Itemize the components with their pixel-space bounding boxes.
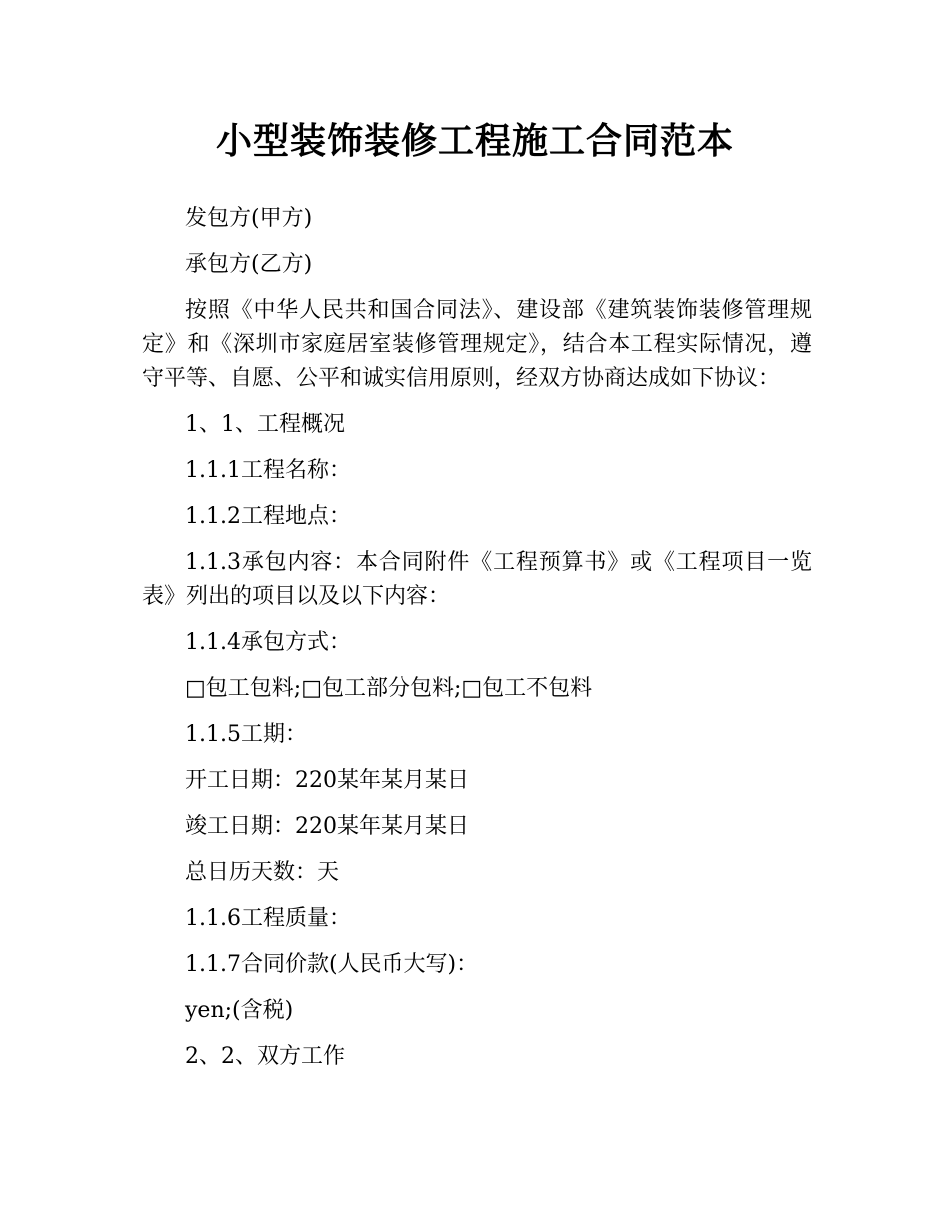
document-title: 小型装饰装修工程施工合同范本 xyxy=(215,121,734,162)
clause-project-name: 1.1.1工程名称： xyxy=(185,458,351,483)
price-tax-line: yen;(含税) xyxy=(185,998,294,1023)
section-heading-obligations: 2、2、双方工作 xyxy=(185,1044,345,1069)
document-body xyxy=(142,202,812,1086)
contract-method-options: □包工包料;□包工部分包料;□包工不包料 xyxy=(185,676,593,701)
start-date-line: 开工日期：220某年某月某日 xyxy=(185,768,469,793)
clause-contract-scope: 1.1.3承包内容：本合同附件《工程预算书》或《工程项目一览表》列出的项目以及以下内容： xyxy=(142,550,812,609)
clause-project-quality: 1.1.6工程质量： xyxy=(185,906,351,931)
preamble-paragraph: 按照《中华人民共和国合同法》、建设部《建筑装饰装修管理规定》和《深圳市家庭居室装修管理规定》，结合本工程实际情况，遵守平等、自愿、公平和诚实信用原则，经双方协商达成如下协议： xyxy=(142,298,812,391)
party-a-line: 发包方(甲方) xyxy=(185,206,313,231)
clause-contract-price: 1.1.7合同价款(人民币大写)： xyxy=(185,952,479,977)
total-days-line: 总日历天数：天 xyxy=(185,860,340,885)
clause-project-location: 1.1.2工程地点： xyxy=(185,504,351,529)
completion-date-line: 竣工日期：220某年某月某日 xyxy=(185,814,469,839)
party-b-line: 承包方(乙方) xyxy=(185,252,313,277)
clause-contract-method: 1.1.4承包方式： xyxy=(185,630,351,655)
clause-duration: 1.1.5工期： xyxy=(185,722,307,747)
section-heading-overview: 1、1、工程概况 xyxy=(185,412,345,437)
